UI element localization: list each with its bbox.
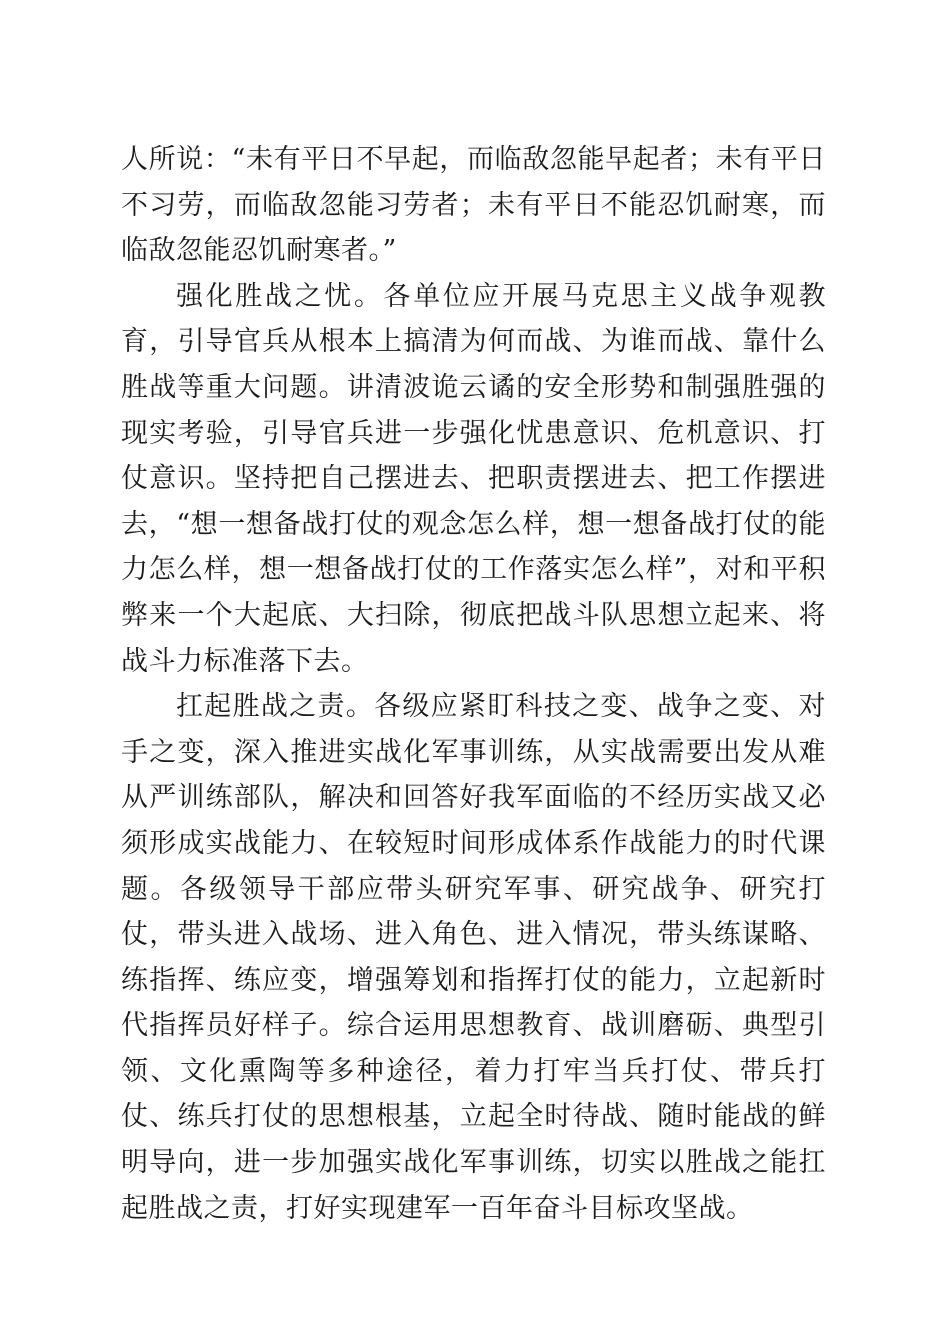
document-body — [121, 137, 826, 1231]
paragraph-quote-continuation: 人所说：“未有平日不早起，而临敌忽能早起者；未有平日不习劳，而临敌忽能习劳者；未有平日不能忍饥耐寒，而临敌忽能忍饥耐寒者。” — [121, 144, 826, 267]
paragraph-strengthen-anxiety: 强化胜战之忧。各单位应开展马克思主义战争观教育，引导官兵从根本上搞清为何而战、为谁而战、靠什么胜战等重大问题。讲清波诡云谲的安全形势和制强胜强的现实考验，引导官兵进一步强化忧患意识、危机意识、打仗意识。坚持把自己摆进去、把职责摆进去、把工作摆进去，“想一想备战打仗的观念怎么样，想一想备战打仗的能力怎么样，想一想备战打仗的工作落实怎么样”，对和平积弊来一个大起底、大扫除，彻底把战斗队思想立起来、将战斗力标准落下去。 — [121, 280, 826, 677]
paragraph-shoulder-responsibility: 扛起胜战之责。各级应紧盯科技之变、战争之变、对手之变，深入推进实战化军事训练，从实战需要出发从难从严训练部队，解决和回答好我军面临的不经历实战又必须形成实战能力、在较短时间形成体系作战能力的时代课题。各级领导干部应带头研究军事、研究战争、研究打仗，带头进入战场、进入角色、进入情况，带头练谋略、练指挥、练应变，增强筹划和指挥打仗的能力，立起新时代指挥员好样子。综合运用思想教育、战训磨砺、典型引领、文化熏陶等多种途径，着力打牢当兵打仗、带兵打仗、练兵打仗的思想根基，立起全时待战、随时能战的鲜明导向，进一步加强实战化军事训练，切实以胜战之能扛起胜战之责，打好实现建军一百年奋斗目标攻坚战。 — [121, 691, 826, 1224]
